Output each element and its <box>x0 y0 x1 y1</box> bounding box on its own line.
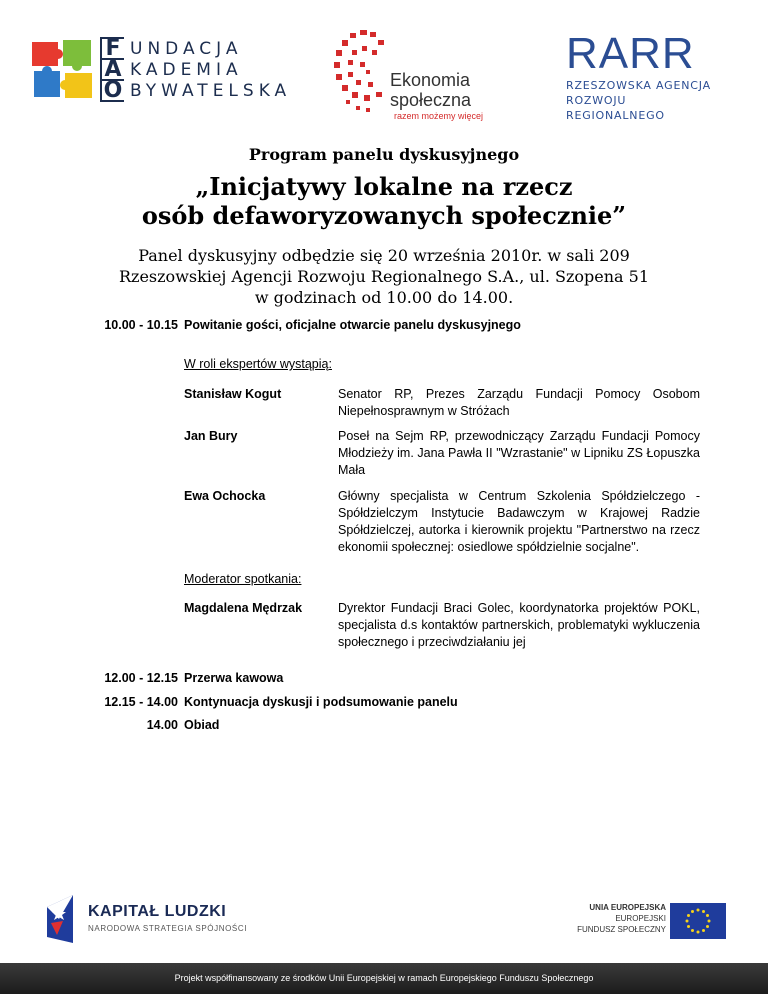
kapital-ludzki-title: KAPITAŁ LUDZKI <box>88 903 227 920</box>
kapital-ludzki-icon <box>45 893 75 945</box>
agenda-time: 14.00 <box>146 718 178 732</box>
agenda-item-discussion <box>0 695 768 713</box>
rarr-logo <box>566 29 716 122</box>
fao-word-fundacja: UNDACJA <box>130 38 243 59</box>
ekonomia-name <box>390 70 471 110</box>
agenda-label: Kontynuacja dyskusji i podsumowanie panelu <box>184 695 458 709</box>
fao-wordmark <box>100 38 291 101</box>
agenda-item-coffee <box>0 671 768 689</box>
moderator-name: Magdalena Mędrzak <box>184 601 303 615</box>
moderator-heading: Moderator spotkania: <box>184 572 302 586</box>
agenda-time: 12.00 - 12.15 <box>104 671 178 685</box>
fao-initial-f: F <box>100 37 124 60</box>
event-title <box>0 172 768 230</box>
fao-word-obywatelska: BYWATELSKA <box>130 80 292 101</box>
event-details-line3: w godzinach od 10.00 do 14.00. <box>254 288 514 307</box>
eu-label-line2: EUROPEJSKI <box>615 914 666 923</box>
rarr-subtitle-line2: ROZWOJU REGIONALNEGO <box>566 94 665 122</box>
event-title-line2: osób defaworyzowanych społecznie” <box>141 201 627 230</box>
expert-description: Senator RP, Prezes Zarządu Fundacji Pomocy Osobom Niepełnosprawnym w Stróżach <box>338 387 700 418</box>
ekonomia-spoleczna-logo <box>330 24 510 124</box>
fao-word-akademia: KADEMIA <box>130 59 243 80</box>
kapital-ludzki-subtitle: NARODOWA STRATEGIA SPÓJNOŚCI <box>88 924 248 933</box>
footer-bar <box>0 963 768 994</box>
event-title-line1: „Inicjatywy lokalne na rzecz <box>195 172 573 201</box>
agenda-item-lunch <box>0 718 768 736</box>
fao-logo <box>30 36 292 103</box>
rarr-subtitle <box>566 78 716 123</box>
eu-label-line3: FUNDUSZ SPOŁECZNY <box>577 925 666 934</box>
agenda-item-opening <box>0 318 768 336</box>
agenda-time: 12.15 - 14.00 <box>104 695 178 709</box>
rarr-title: RARR <box>566 29 695 78</box>
moderator-description: Dyrektor Fundacji Braci Golec, koordynatorka projektów POKL, specjalista d.s kontaktów partnerskich, problematyki wykluczenia społecznego i przeciwdziałaniu jej <box>338 601 700 649</box>
experts-heading: W roli ekspertów wystąpią: <box>184 357 332 371</box>
program-heading: Program panelu dyskusyjnego <box>248 145 520 164</box>
agenda-label: Przerwa kawowa <box>184 671 284 685</box>
ekonomia-tagline: razem możemy więcej <box>394 111 484 121</box>
rarr-subtitle-line1: RZESZOWSKA AGENCJA <box>566 79 711 92</box>
event-details <box>0 245 768 308</box>
agenda-label: Powitanie gości, oficjalne otwarcie panelu dyskusyjnego <box>184 318 521 332</box>
ekonomia-name-line1: Ekonomia <box>390 70 471 90</box>
eu-label <box>550 902 666 935</box>
expert-name: Ewa Ochocka <box>184 489 266 503</box>
eu-label-line1: UNIA EUROPEJSKA <box>589 903 666 912</box>
ekonomia-name-line2: społeczna <box>390 90 472 110</box>
fao-initial-a: A <box>100 58 124 81</box>
event-details-line2: Rzeszowskiej Agencji Rozwoju Regionalnego S.A., ul. Szopena 51 <box>118 267 650 286</box>
eu-flag-icon <box>670 903 726 939</box>
puzzle-icon <box>30 38 96 102</box>
expert-name: Jan Bury <box>184 429 238 443</box>
agenda-time: 10.00 - 10.15 <box>104 318 178 332</box>
expert-description: Główny specjalista w Centrum Szkolenia Spółdzielczego - Spółdzielczym Instytucie Badawczym w Krajowej Radzie Spółdzielczej, autorka i kierownik projektu "Partnerstwo na rzecz ekonomii społecznej: osiedlowe spółdzielnie socjalne". <box>338 489 700 554</box>
event-details-line1: Panel dyskusyjny odbędzie się 20 września 2010r. w sali 209 <box>138 246 630 265</box>
footer-bar-text: Projekt współfinansowany ze środków Unii Europejskiej w ramach Europejskiego Funduszu Społecznego <box>174 973 594 983</box>
expert-name: Stanisław Kogut <box>184 387 282 401</box>
expert-description: Poseł na Sejm RP, przewodniczący Zarządu Fundacji Pomocy Młodzieży im. Jana Pawła II "Wzrastanie" w Lipniku ZS Łopuszka Mała <box>338 429 700 477</box>
fao-initial-o: O <box>100 79 124 102</box>
agenda-label: Obiad <box>184 718 220 732</box>
